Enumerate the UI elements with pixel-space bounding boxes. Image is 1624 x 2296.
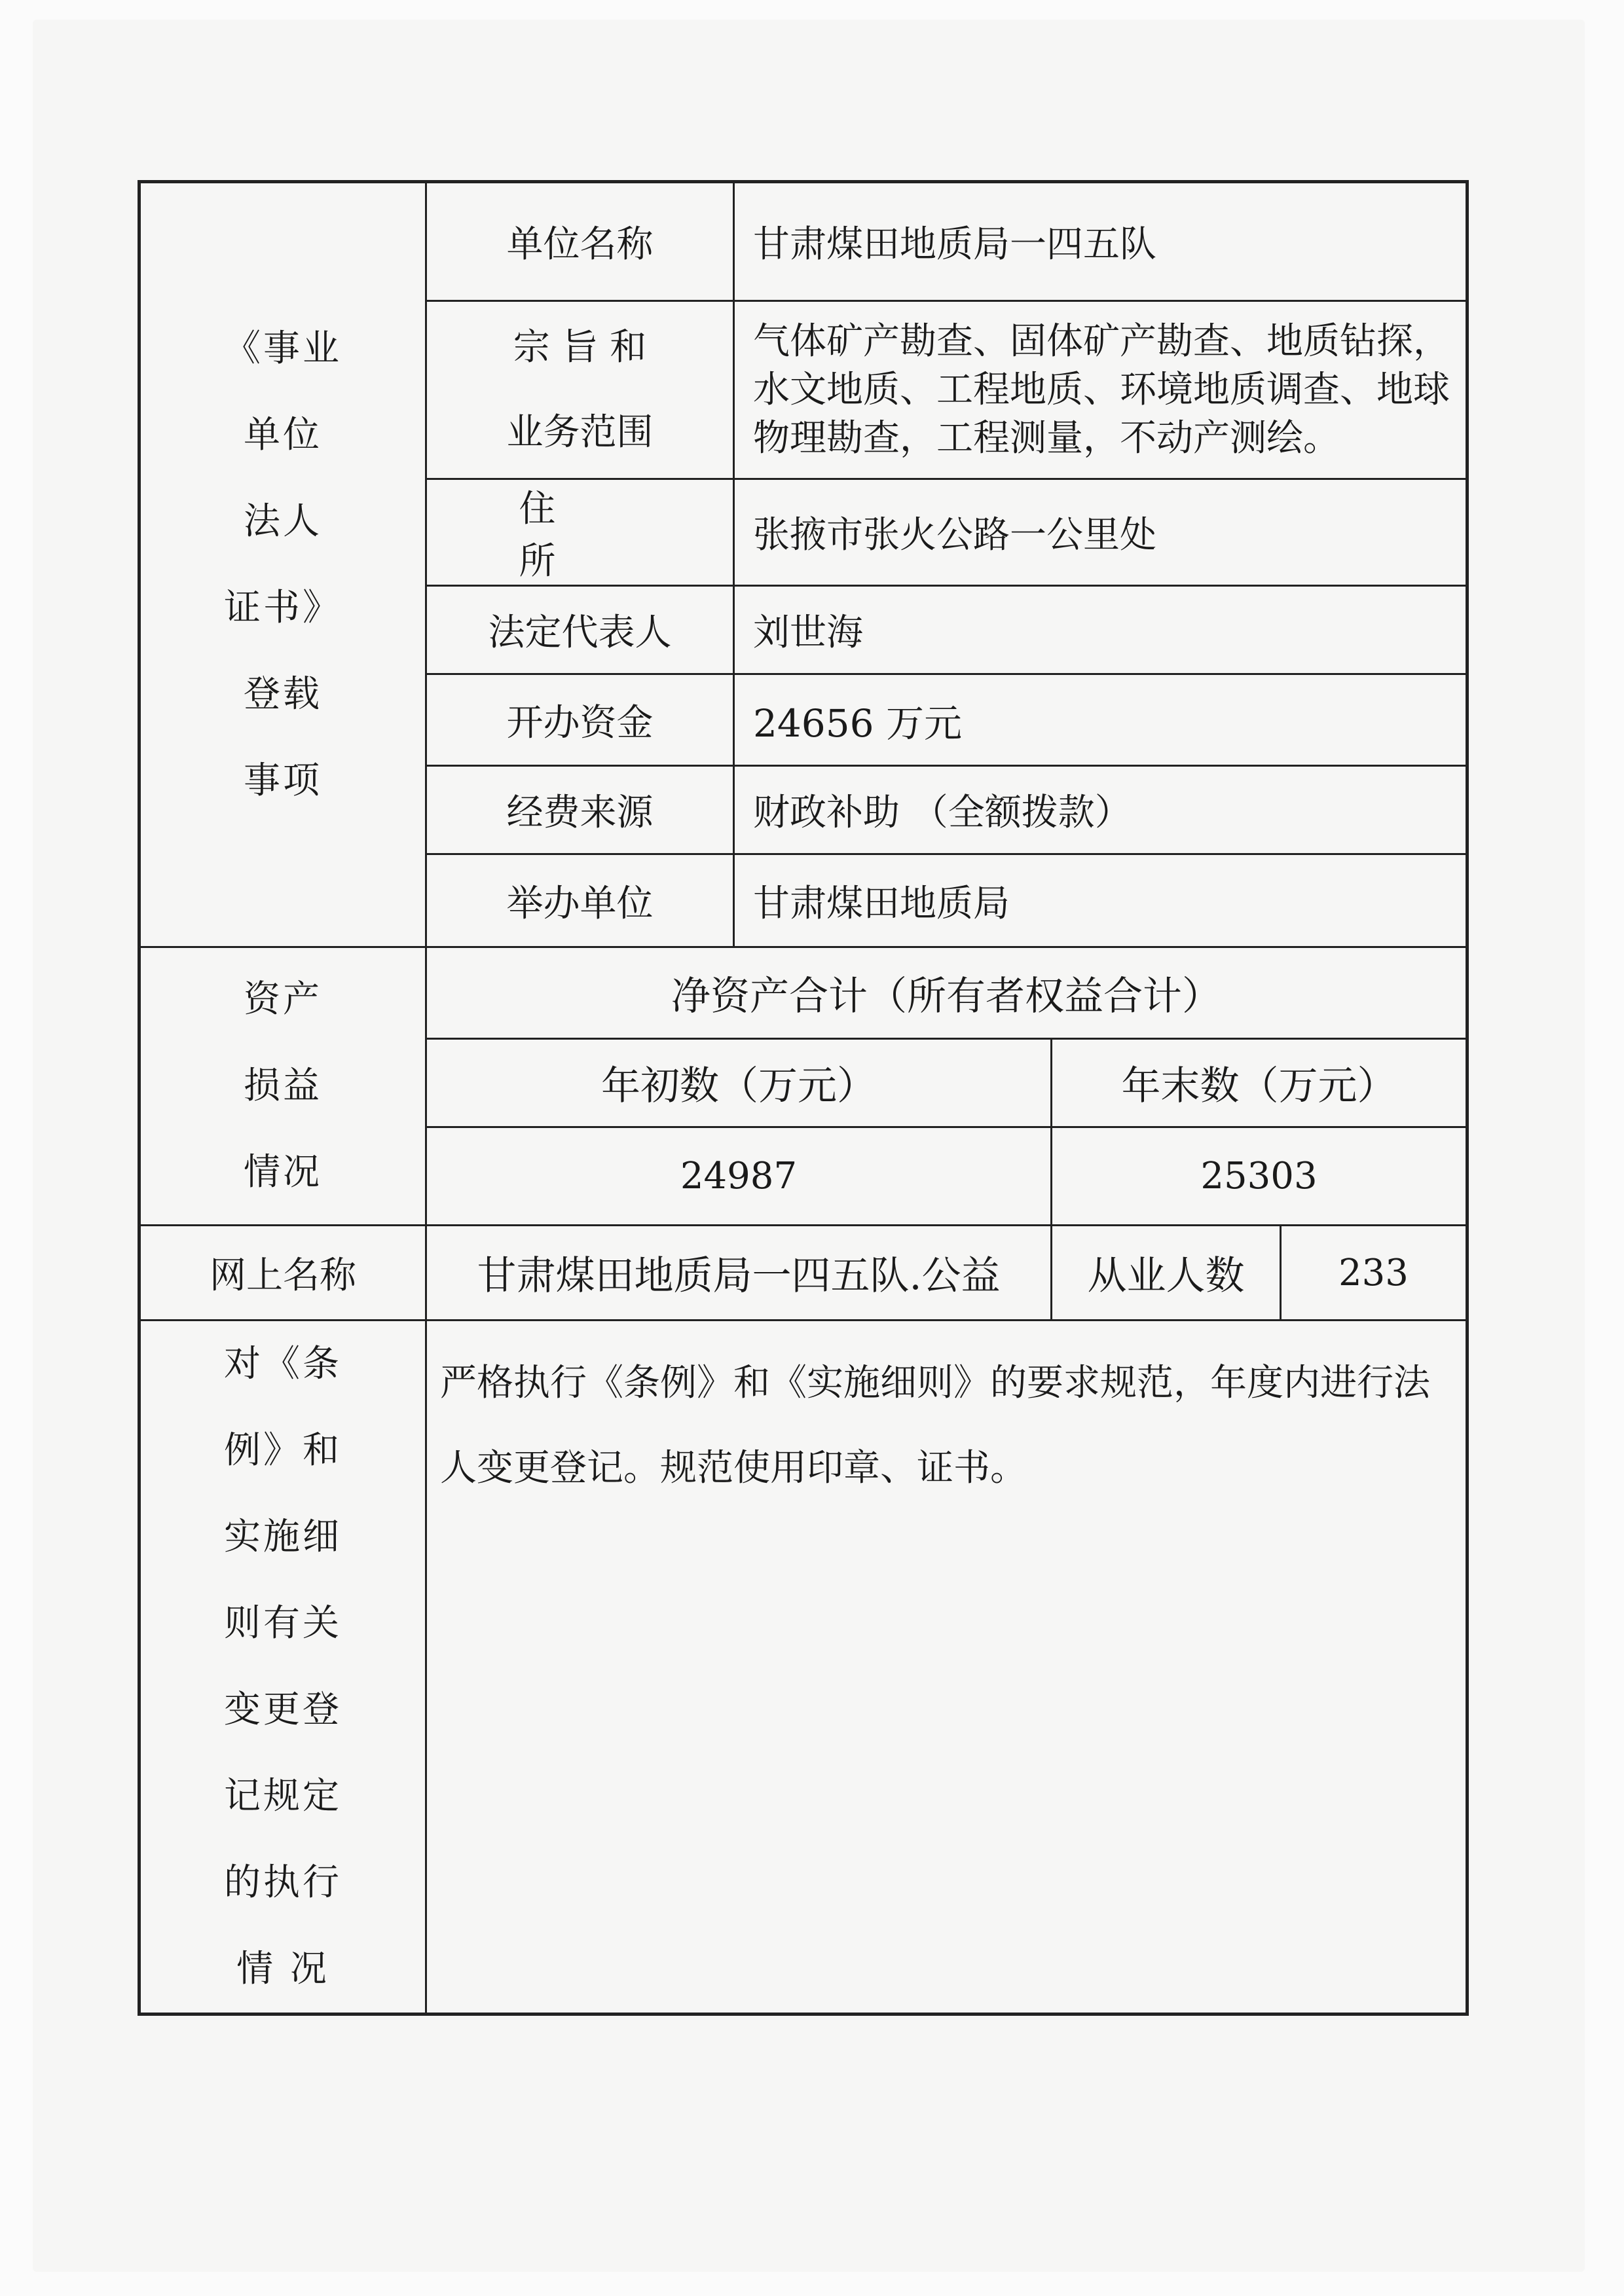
address-value: 张掖市张火公路一公里处 — [734, 479, 1467, 586]
net-assets-heading: 净资产合计（所有者权益合计） — [426, 947, 1467, 1039]
row-assets-heading — [139, 947, 1467, 1039]
online-name-value: 甘肃煤田地质局一四五队.公益 — [426, 1226, 1052, 1321]
unit-name-label: 单位名称 — [426, 182, 734, 301]
purpose-label: 宗 旨 和 业务范围 — [426, 301, 734, 479]
annual-report-table — [138, 180, 1469, 2016]
registration-section-label: 《事业 单位 法人 证书》 登载 事项 — [139, 182, 426, 947]
capital-label: 开办资金 — [426, 674, 734, 766]
funding-value: 财政补助 （全额拨款） — [734, 766, 1467, 854]
online-name-label: 网上名称 — [139, 1226, 426, 1321]
purpose-value: 气体矿产勘查、固体矿产勘查、地质钻探，水文地质、工程地质、环境地质调查、地球物理勘查，工程测量，不动产测绘。 — [734, 301, 1467, 479]
compliance-text: 严格执行《条例》和《实施细则》的要求规范，年度内进行法人变更登记。规范使用印章、证书。 — [426, 1321, 1467, 2014]
compliance-section-label: 对《条 例》和 实施细 则有关 变更登 记规定 的执行 情 况 — [139, 1321, 426, 2014]
row-unit-name — [139, 182, 1467, 301]
legal-rep-value: 刘世海 — [734, 586, 1467, 674]
staff-count-value: 233 — [1281, 1226, 1467, 1321]
row-compliance — [139, 1321, 1467, 2014]
capital-value: 24656 万元 — [734, 674, 1467, 766]
address-label: 住 所 — [426, 479, 734, 586]
assets-section-label: 资产 损益 情况 — [139, 947, 426, 1226]
begin-year-label: 年初数（万元） — [426, 1039, 1052, 1127]
unit-name-value: 甘肃煤田地质局一四五队 — [734, 182, 1467, 301]
legal-rep-label: 法定代表人 — [426, 586, 734, 674]
end-year-label: 年末数（万元） — [1052, 1039, 1467, 1127]
funding-label: 经费来源 — [426, 766, 734, 854]
sponsor-label: 举办单位 — [426, 854, 734, 947]
begin-year-value: 24987 — [426, 1127, 1052, 1226]
staff-count-label: 从业人数 — [1052, 1226, 1281, 1321]
end-year-value: 25303 — [1052, 1127, 1467, 1226]
sponsor-value: 甘肃煤田地质局 — [734, 854, 1467, 947]
row-online-name — [139, 1226, 1467, 1321]
